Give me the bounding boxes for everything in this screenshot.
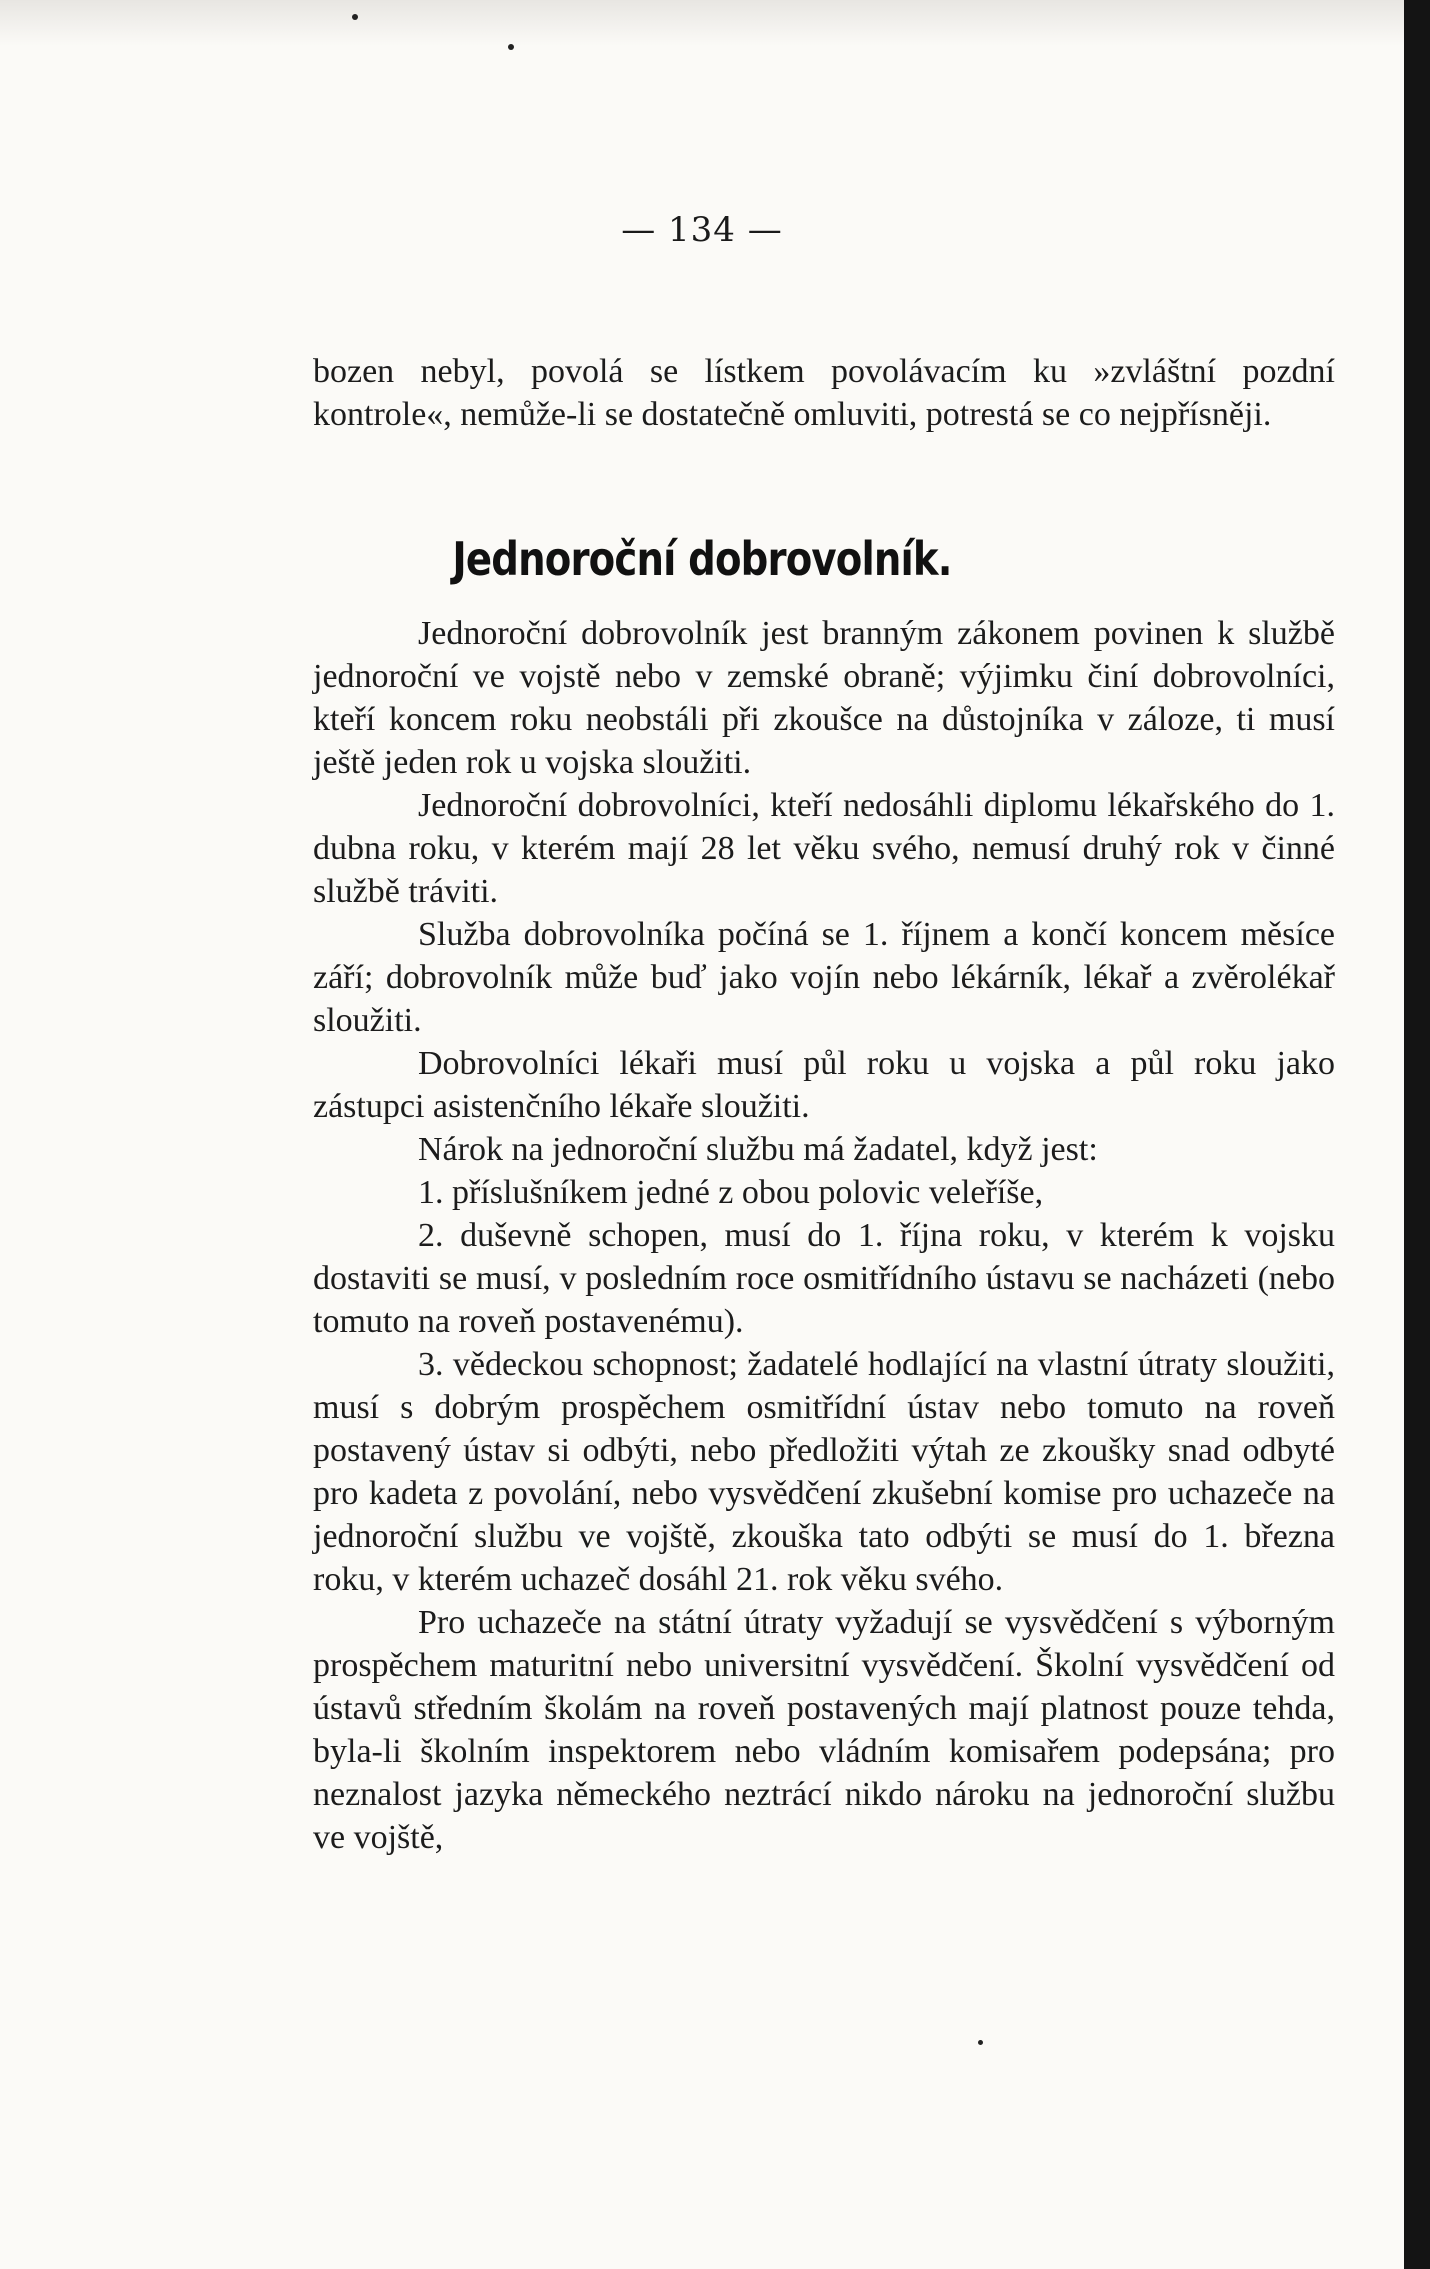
paragraph-4: Dobrovolníci lékaři musí půl roku u vojska a půl roku jako zástupci asistenčního lékaře sloužiti. <box>313 1045 1335 1125</box>
page-number: — 134 — <box>621 210 783 250</box>
scan-speck <box>978 2040 983 2045</box>
list-item-2: 2. duševně schopen, musí do 1. října roku, v kterém k vojsku dostaviti se musí, v posledním roce osmitřídního ústavu se nacházeti (nebo tomuto na roveň postavenému). <box>313 1217 1335 1340</box>
paragraph-2: Jednoroční dobrovolníci, kteří nedosáhli diplomu lékařského do 1. dubna roku, v kterém mají 28 let věku svého, nemusí druhý rok v činné službě tráviti. <box>313 787 1335 910</box>
intro-paragraph-block <box>313 350 1335 436</box>
list-item-1: 1. příslušníkem jedné z obou polovic veleříše, <box>418 1174 1044 1211</box>
scan-speck <box>352 14 358 20</box>
section-heading: Jednoroční dobrovolník. <box>452 532 952 586</box>
scan-shadow-top <box>0 0 1404 46</box>
section-body <box>313 612 1335 1859</box>
paragraph-3: Služba dobrovolníka počíná se 1. říjnem a končí koncem měsíce září; dobrovolník může buď jako vojín nebo lékárník, lékař a zvěrolékař sloužiti. <box>313 916 1335 1039</box>
intro-paragraph: bozen nebyl, povolá se lístkem povolávacím ku »zvláštní pozdní kontrole«, nemůže-li se dostatečně omluviti, potrestá se co nejpřísněji. <box>313 353 1335 433</box>
paragraph-5: Nárok na jednoroční službu má žadatel, když jest: <box>418 1131 1098 1168</box>
paragraph-6: Pro uchazeče na státní útraty vyžadují se vysvědčení s výborným prospěchem maturitní nebo universitní vysvědčení. Školní vysvědčení od ústavů středním školám na roveň postavených mají platnost pouze tehda, byla-li školním inspektorem nebo vládním komisařem podepsána; pro neznalost jazyka německého neztrácí nikdo nároku na jednoroční službu ve vojště, <box>313 1604 1335 1856</box>
scan-border-right <box>1404 0 1430 2269</box>
scan-speck <box>508 44 514 50</box>
list-item-3: 3. vědeckou schopnost; žadatelé hodlající na vlastní útraty sloužiti, musí s dobrým prospěchem osmitřídní ústav nebo tomuto na roveň postavený ústav si odbýti, nebo předložiti výtah ze zkoušky snad odbyté pro kadeta z povolání, nebo vysvědčení zkušební komise pro uchazeče na jednoroční službu ve vojště, zkouška tato odbýti se musí do 1. března roku, v kterém uchazeč dosáhl 21. rok věku svého. <box>313 1346 1335 1598</box>
paragraph-1: Jednoroční dobrovolník jest branným zákonem povinen k službě jednoroční ve vojstě nebo v zemské obraně; výjimku činí dobrovolníci, kteří koncem roku neobstáli při zkoušce na důstojníka v záloze, ti musí ještě jeden rok u vojska sloužiti. <box>313 615 1335 781</box>
